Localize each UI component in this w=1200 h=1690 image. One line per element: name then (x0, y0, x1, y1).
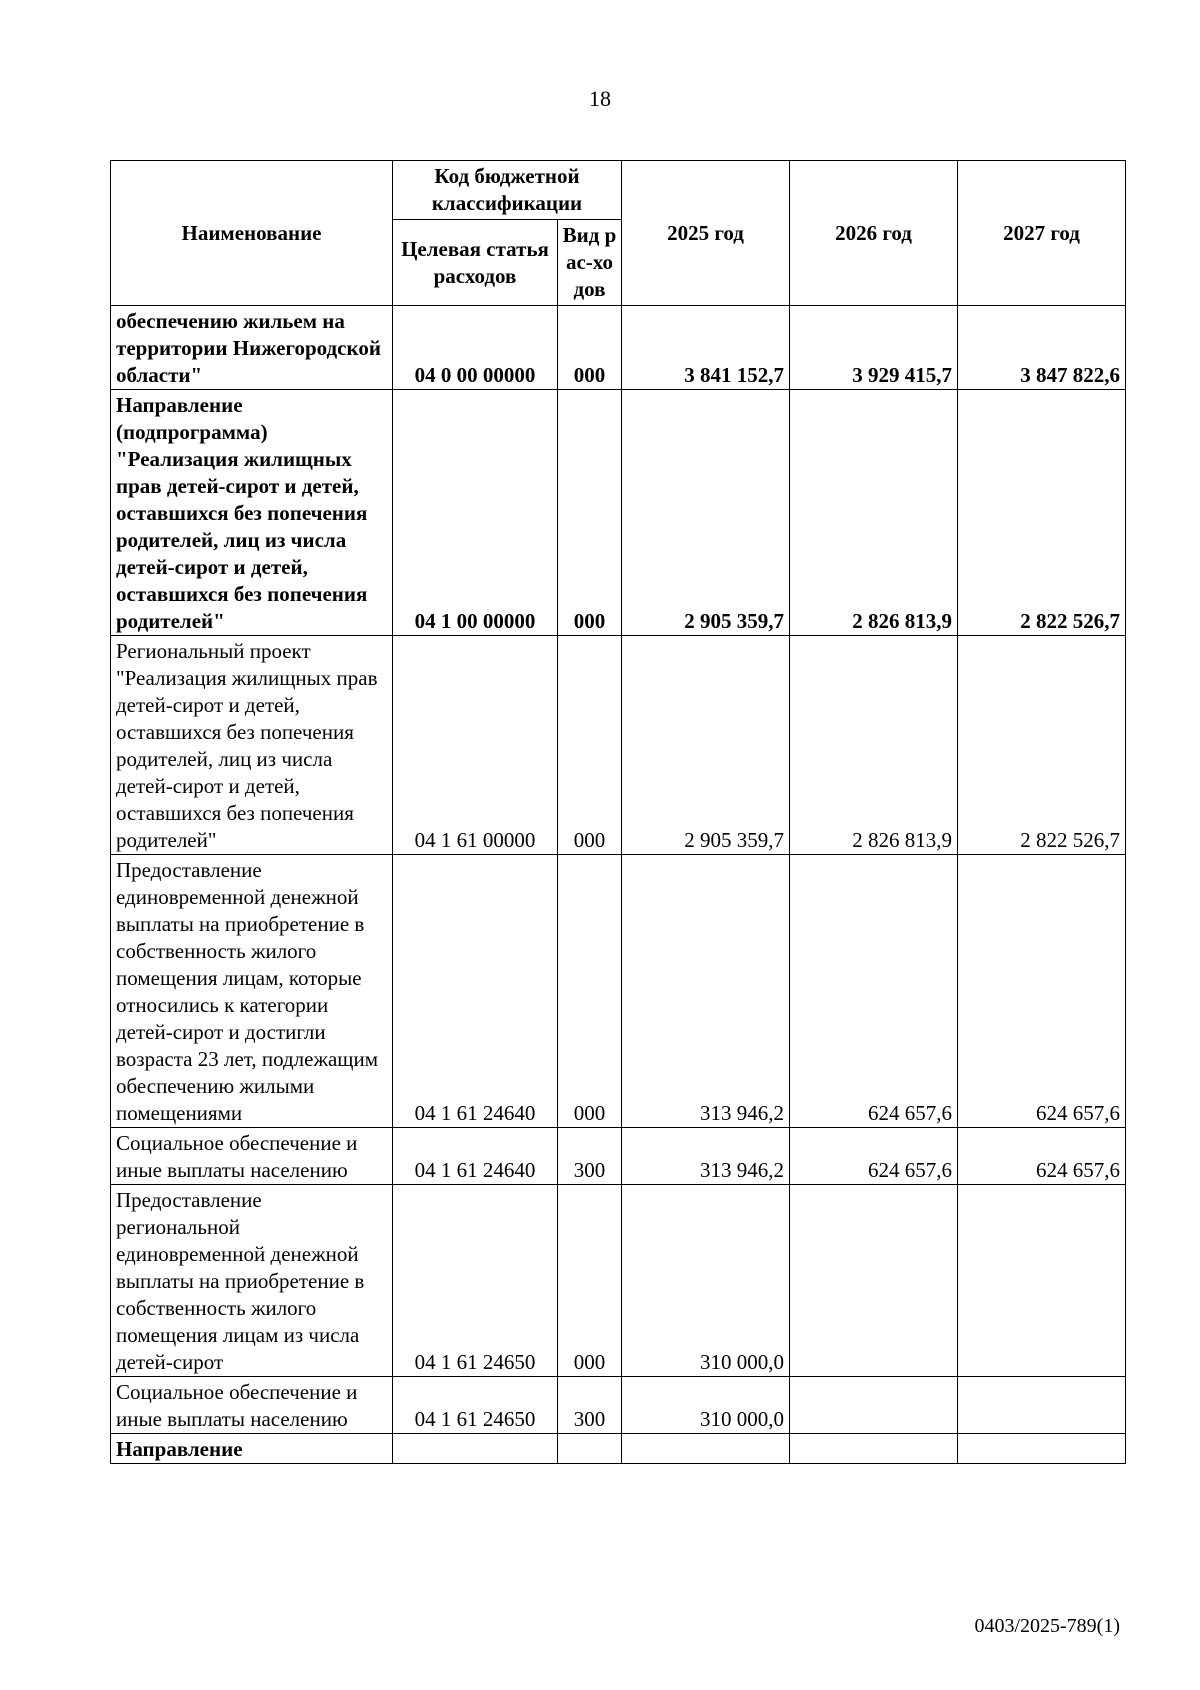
budget-table (110, 160, 1126, 1464)
row-name: Социальное обеспечение и иные выплаты населению (111, 1128, 393, 1185)
row-target-article: 04 1 61 00000 (393, 636, 558, 855)
table-row (111, 855, 1126, 1128)
header-name: Наименование (111, 161, 393, 306)
row-target-article: 04 1 00 00000 (393, 390, 558, 636)
row-amount-2027: 2 822 526,7 (958, 636, 1126, 855)
row-target-article: 04 1 61 24650 (393, 1185, 558, 1377)
table-row (111, 636, 1126, 855)
row-name: Направление (подпрограмма) "Реализация жилищных прав детей-сирот и детей, оставшихся без попечения родителей, лиц из числа детей-сирот и детей, оставшихся без попечения родителей" (111, 390, 393, 636)
row-amount-2026 (790, 1434, 958, 1464)
header-year-2025: 2025 год (622, 161, 790, 306)
page-number: 18 (589, 86, 611, 111)
table-row (111, 1377, 1126, 1434)
header-code-group: Код бюджетной классификации (393, 161, 622, 220)
row-amount-2027: 3 847 822,6 (958, 306, 1126, 390)
row-amount-2025: 2 905 359,7 (622, 390, 790, 636)
row-amount-2025: 2 905 359,7 (622, 636, 790, 855)
row-name: Предоставление единовременной денежной выплаты на приобретение в собственность жилого помещения лицам, которые относились к категории детей-сирот и достигли возраста 23 лет, подлежащим обеспечению жилыми помещениями (111, 855, 393, 1128)
row-amount-2026 (790, 1185, 958, 1377)
row-amount-2026: 3 929 415,7 (790, 306, 958, 390)
row-expense-kind: 000 (558, 855, 622, 1128)
row-target-article: 04 1 61 24650 (393, 1377, 558, 1434)
header-year-2027: 2027 год (958, 161, 1126, 306)
row-amount-2025: 313 946,2 (622, 1128, 790, 1185)
table-header (111, 161, 1126, 306)
row-name: Предоставление региональной единовременной денежной выплаты на приобретение в собственность жилого помещения лицам из числа детей-сирот (111, 1185, 393, 1377)
row-amount-2027: 624 657,6 (958, 1128, 1126, 1185)
row-expense-kind: 000 (558, 1185, 622, 1377)
header-target-article: Целевая статья расходов (393, 220, 558, 306)
row-name: обеспечению жильем на территории Нижегородской области" (111, 306, 393, 390)
row-amount-2026: 2 826 813,9 (790, 636, 958, 855)
row-expense-kind: 300 (558, 1377, 622, 1434)
row-expense-kind: 300 (558, 1128, 622, 1185)
row-amount-2027: 624 657,6 (958, 855, 1126, 1128)
row-amount-2027 (958, 1377, 1126, 1434)
row-amount-2025: 313 946,2 (622, 855, 790, 1128)
row-expense-kind: 000 (558, 636, 622, 855)
table-row (111, 306, 1126, 390)
document-code: 0403/2025-789(1) (974, 1615, 1120, 1637)
row-target-article: 04 1 61 24640 (393, 1128, 558, 1185)
header-year-2026: 2026 год (790, 161, 958, 306)
table-row (111, 1185, 1126, 1377)
row-amount-2025 (622, 1434, 790, 1464)
row-amount-2026 (790, 1377, 958, 1434)
row-amount-2026: 2 826 813,9 (790, 390, 958, 636)
row-amount-2027 (958, 1434, 1126, 1464)
row-target-article: 04 0 00 00000 (393, 306, 558, 390)
row-amount-2027 (958, 1185, 1126, 1377)
row-amount-2026: 624 657,6 (790, 1128, 958, 1185)
table-row (111, 390, 1126, 636)
row-amount-2026: 624 657,6 (790, 855, 958, 1128)
row-name: Социальное обеспечение и иные выплаты населению (111, 1377, 393, 1434)
row-expense-kind (558, 1434, 622, 1464)
row-expense-kind: 000 (558, 306, 622, 390)
row-amount-2025: 310 000,0 (622, 1185, 790, 1377)
table-body (111, 306, 1126, 1464)
table-row (111, 1434, 1126, 1464)
row-expense-kind: 000 (558, 390, 622, 636)
table-row (111, 1128, 1126, 1185)
row-target-article: 04 1 61 24640 (393, 855, 558, 1128)
row-name: Направление (111, 1434, 393, 1464)
header-expense-kind: Вид рас-ходов (558, 220, 622, 306)
row-name: Региональный проект "Реализация жилищных прав детей-сирот и детей, оставшихся без попечения родителей, лиц из числа детей-сирот и детей, оставшихся без попечения родителей" (111, 636, 393, 855)
row-amount-2027: 2 822 526,7 (958, 390, 1126, 636)
row-target-article (393, 1434, 558, 1464)
row-amount-2025: 310 000,0 (622, 1377, 790, 1434)
row-amount-2025: 3 841 152,7 (622, 306, 790, 390)
